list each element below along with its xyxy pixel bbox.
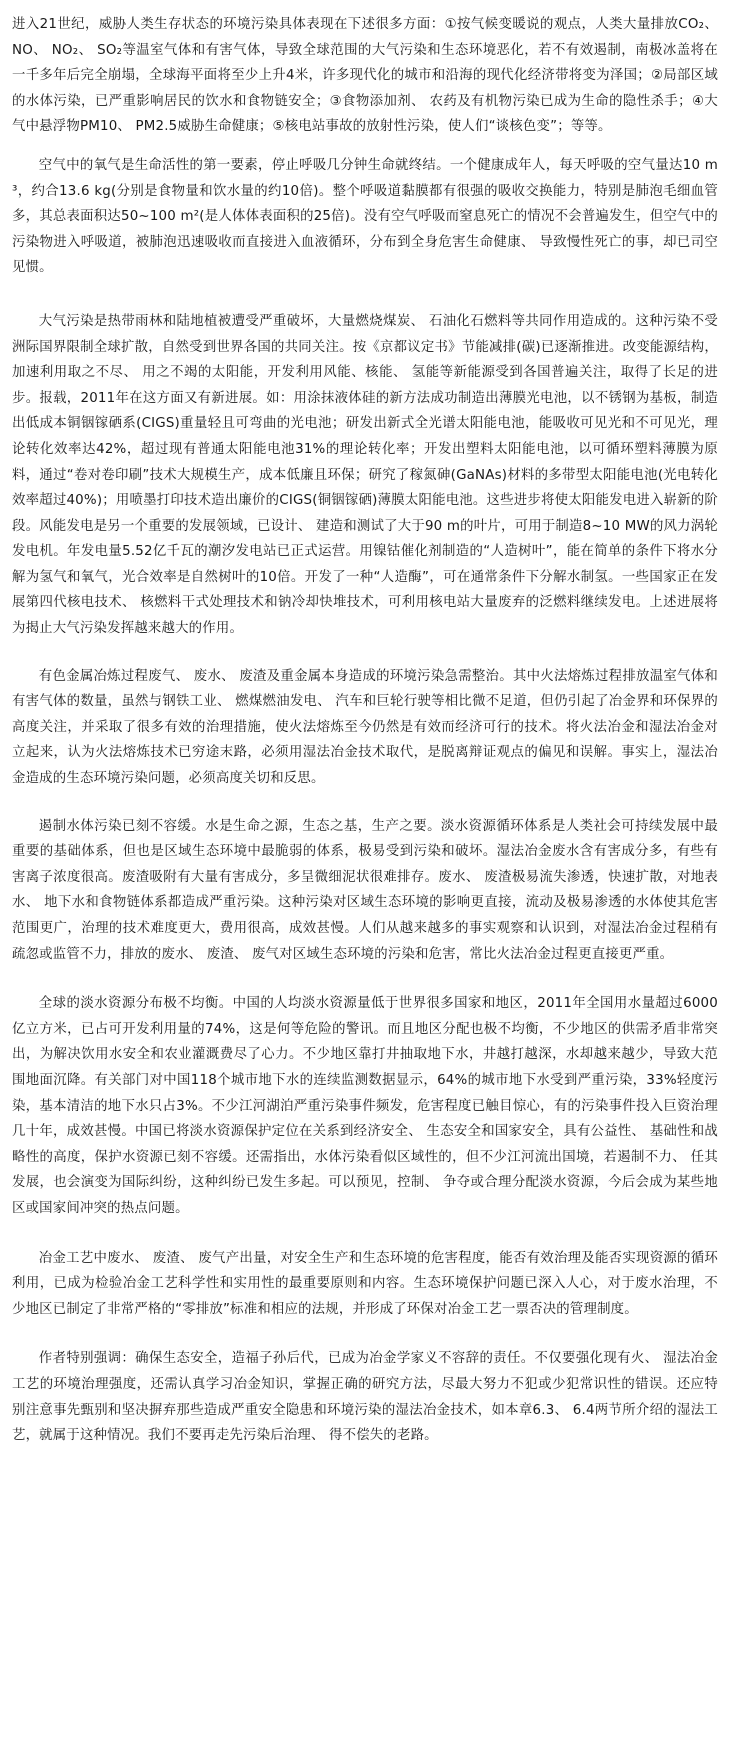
paragraph-air-pollution-new-energy: 大气污染是热带雨林和陆地植被遭受严重破坏，大量燃烧煤炭、 石油化石燃料等共同作用造成的。这种污染不受洲际国界限制全球扩散，自然受到世界各国的共同关注。按《京都议定书》节能减排(碳)已逐渐推进。改变能源结构，加速利用取之不尽、 用之不竭的太阳能，开发利用风能、核能、 氢能等新能源受到各国普遍关注，取得了长足的进步。报载，2011年在这方面又有新进展。如：用涂抹液体硅的新方法成功制造出薄膜光电池，以不锈钢为基板，制造出低成本铜铟镓硒系(CIGS)重量轻且可弯曲的光电池；研发出新式全光谱太阳能电池，能吸收可见光和不可见光，理论转化效率达42%，超过现有普通太阳能电池31%的理论转化率；开发出塑料太阳能电池，以可循环塑料薄膜为原料，通过“卷对卷印刷”技术大规模生产，成本低廉且环保；研究了稼氮砷(GaNAs)材料的多带型太阳能电池(光电转化效率超过40%)；用喷墨打印技术造出廉价的CIGS(铜铟镓硒)薄膜太阳能电池。这些进步将使太阳能发电进入崭新的阶段。风能发电是另一个重要的发展领域，已设计、 建造和测试了大于90 m的叶片，可用于制造8~10 MW的风力涡轮发电机。年发电量5.52亿千瓦的潮汐发电站已正式运营。用镍钴催化剂制造的“人造树叶”，能在简单的条件下将水分解为氢气和氧气，光合效率是自然树叶的10倍。开发了一种“人造酶”，可在通常条件下分解水制氢。一些国家正在发展第四代核电技术、 核燃料干式处理技术和钠冷却快堆技术，可利用核电站大量废弃的泛燃料继续发电。上述进展将为揭止大气污染发挥越来越大的作用。 bbox=[12, 313, 718, 637]
paragraph-water-pollution: 遏制水体污染已刻不容缓。水是生命之源，生态之基，生产之要。淡水资源循环体系是人类社会可持续发展中最重要的基础体系，但也是区域生态环境中最脆弱的体系，极易受到污染和破坏。湿法冶金废水含有害成分多，有些有害离子浓度很高。废渣吸附有大量有害成分，多呈微细泥状很难排存。废水、 废渣极易流失渗透，快速扩散，对地表水、 地下水和食物链体系都造成严重污染。这种污染对区域生态环境的影响更直接，流动及极易渗透的水体使其危害范围更广，治理的技术难度更大，费用很高，成效甚慢。人们从越来越多的事实观察和认识到，对湿法冶金过程稍有疏忽或监管不力，排放的废水、 废渣、 废气对区域生态环境的污染和危害，常比火法冶金过程更直接更严重。 bbox=[12, 818, 718, 962]
paragraph-metallurgy-pollution: 有色金属冶炼过程废气、 废水、 废渣及重金属本身造成的环境污染急需整治。其中火法熔炼过程排放温室气体和有害气体的数量，虽然与钢铁工业、 燃煤燃油发电、 汽车和巨轮行驶等相比微不足道，但仍引起了冶金界和环保界的高度关注，并采取了很多有效的治理措施，使火法熔炼至今仍然是有效而经济可行的技术。将火法冶金和湿法冶金对立起来，认为火法熔炼技术已穷途末路，必须用湿法冶金技术取代，是脱离辩证观点的偏见和误解。事实上，湿法冶金造成的生态环境污染问题，必须高度关切和反思。 bbox=[12, 668, 718, 787]
paragraph-process-evaluation: 冶金工艺中废水、 废渣、 废气产出量，对安全生产和生态环境的危害程度，能否有效治理及能否实现资源的循环利用，已成为检验冶金工艺科学性和实用性的最重要原则和内容。生态环境保护问题已深入人心，对于废水治理，不少地区已制定了非常严格的“零排放”标准和相应的法规，并形成了环保对冶金工艺一票否决的管理制度。 bbox=[12, 1250, 718, 1317]
paragraph-author-emphasis: 作者特别强调：确保生态安全，造福子孙后代，已成为冶金学家义不容辞的责任。不仅要强化现有火、 湿法冶金工艺的环境治理强度，还需认真学习冶金知识，掌握正确的研究方法，尽最大努力不犯或少犯常识性的错误。还应特别注意事先甄别和坚决摒弃那些造成严重安全隐患和环境污染的湿法冶金技术，如本章6.3、 6.4两节所介绍的湿法工艺，就属于这种情况。我们不要再走先污染后治理、 得不偿失的老路。 bbox=[12, 1351, 718, 1444]
paragraph-air-and-breathing: 空气中的氧气是生命活性的第一要素，停止呼吸几分钟生命就终结。一个健康成年人，每天呼吸的空气量达10 m³，约合13.6 kg(分别是食物量和饮水量的约10倍)。整个呼吸道黏膜都有很强的吸收交换能力，特别是肺泡毛细血管多，其总表面积达50~100 m²(是人体体表面积的25倍)。没有空气呼吸而窒息死亡的情况不会普遍发生，但空气中的污染物进入呼吸道，被肺泡迅速吸收而直接进入血液循环，分布到全身危害生命健康、 导致慢性死亡的事，却已司空见惯。 bbox=[12, 157, 718, 276]
paragraph-pollution-overview: 进入21世纪，威胁人类生存状态的环境污染具体表现在下述很多方面：①按气候变暖说的观点，人类大量排放CO₂、 NO、 NO₂、 SO₂等温室气体和有害气体，导致全球范围的大气污染和生态环境恶化，若不有效遏制，南极冰盖将在一千多年后完全崩塌，全球海平面将至少上升4米，许多现代化的城市和沿海的现代化经济带将变为泽国；②局部区域的水体污染，已严重影响居民的饮水和食物链安全；③食物添加剂、 农药及有机物污染已成为生命的隐性杀手；④大气中悬浮物PM10、 PM2.5威胁生命健康；⑤核电站事故的放射性污染，使人们“谈核色变”；等等。 bbox=[12, 17, 718, 135]
paragraph-freshwater-resources: 全球的淡水资源分布极不均衡。中国的人均淡水资源量低于世界很多国家和地区，2011年全国用水量超过6000亿立方米，已占可开发利用量的74%，这是何等危险的警讯。而且地区分配也极不均衡，不少地区的供需矛盾非常突出，为解决饮用水安全和农业灌溉费尽了心力。不少地区靠打井抽取地下水，井越打越深，水却越来越少，导致大范围地面沉降。有关部门对中国118个城市地下水的连续监测数据显示，64%的城市地下水受到严重污染，33%轻度污染，基本清洁的地下水只占3%。不少江河湖泊严重污染事件频发，危害程度已触目惊心，有的污染事件投入巨资治理几十年，成效甚慢。中国已将淡水资源保护定位在关系到经济安全、 生态安全和国家安全，具有公益性、 基础性和战略性的高度，保护水资源已刻不容缓。还需指出，水体污染看似区域性的，但不少江河流出国境，若遏制不力、 任其发展，也会演变为国际纠纷，这种纠纷已发生多起。可以预见，控制、 争夺或合理分配淡水资源，今后会成为某些地区或国家间冲突的热点问题。 bbox=[12, 996, 718, 1216]
